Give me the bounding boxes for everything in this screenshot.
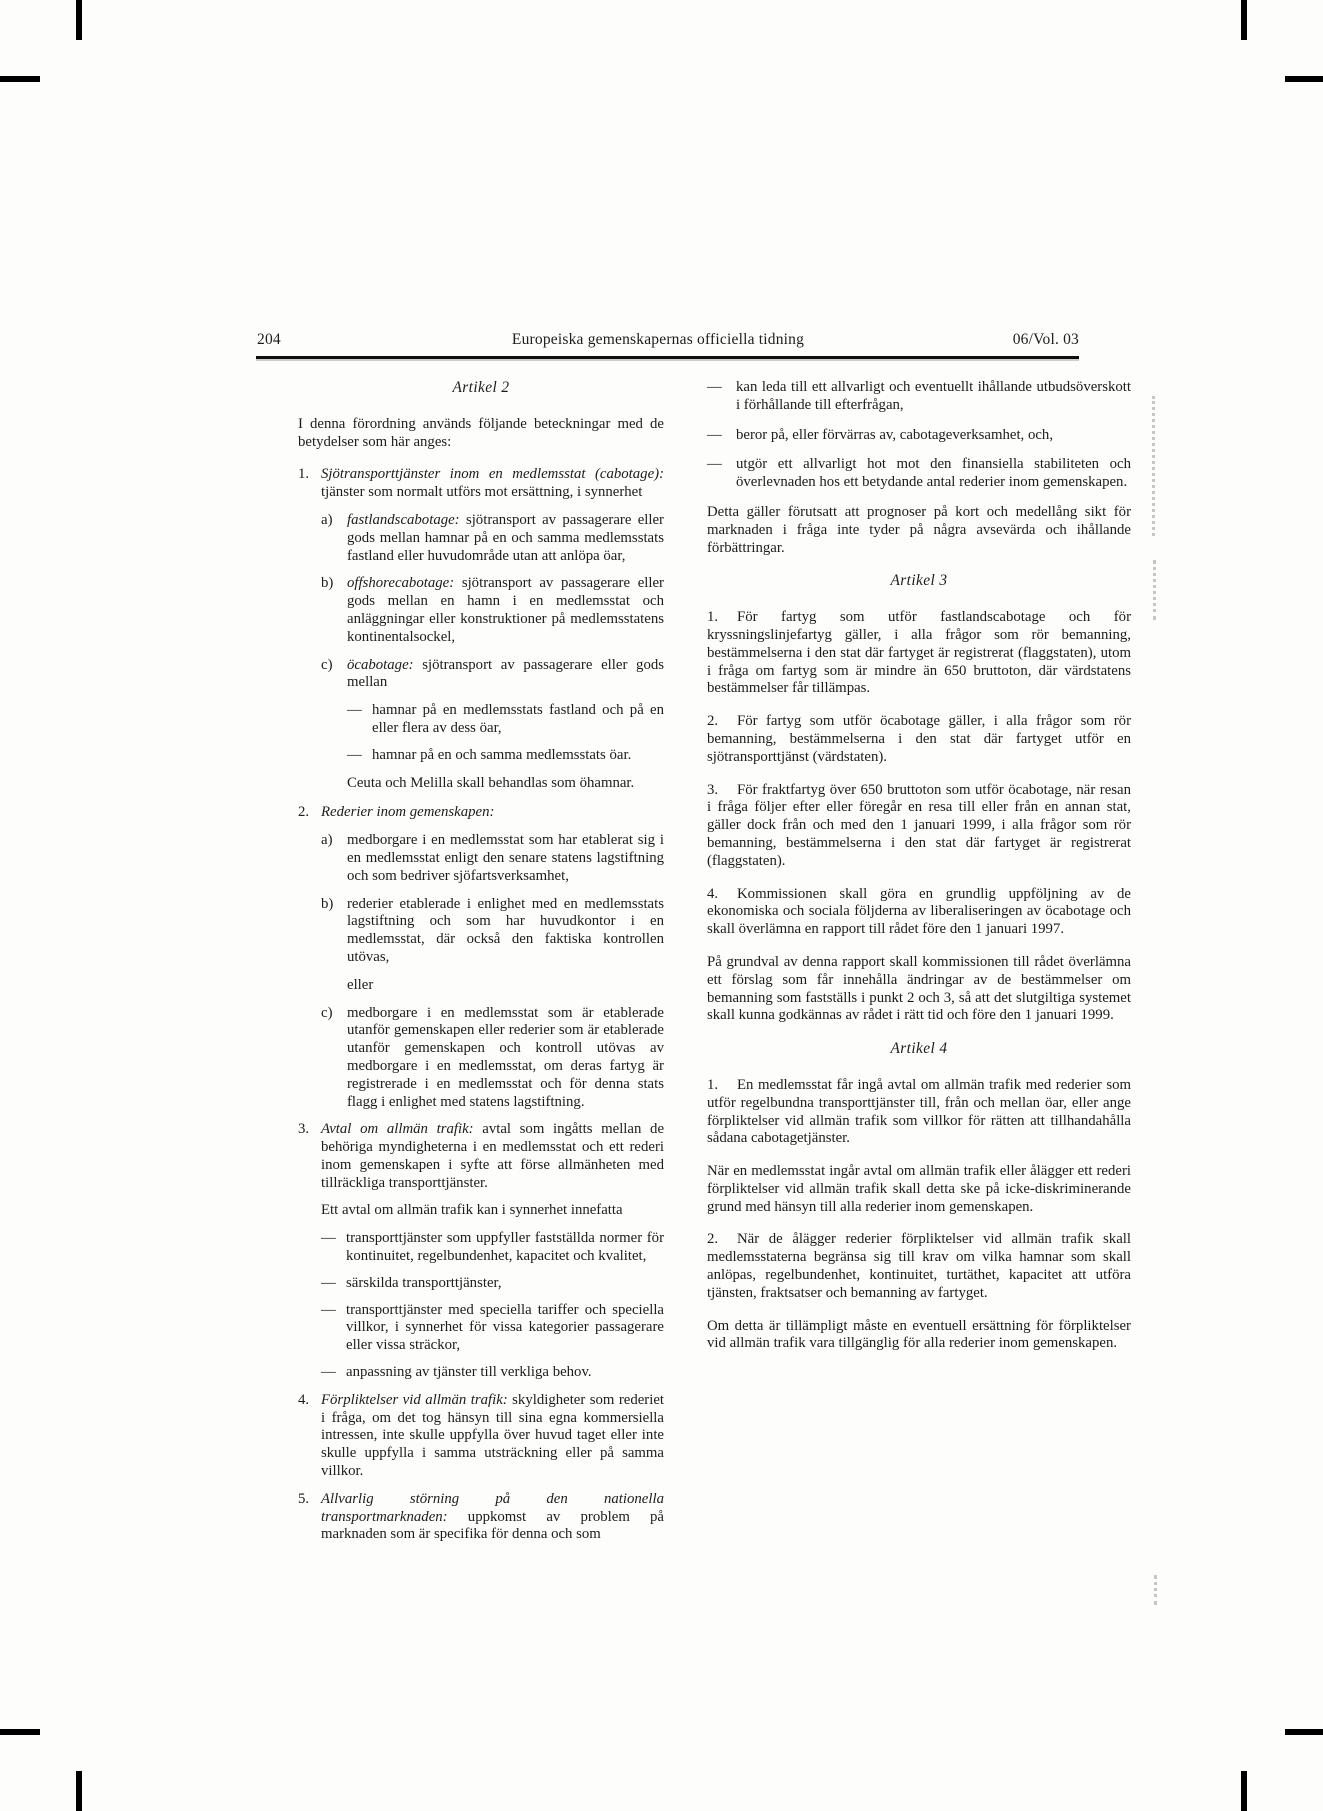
article-2-heading: Artikel 2 xyxy=(452,379,510,396)
item-marker: 3. xyxy=(298,1121,310,1138)
numbered-paragraph xyxy=(707,713,1131,766)
dash-text: transporttjänster som uppfyller fastställda normer för kontinuitet, regelbundenhet, kapacitet och kvalitet, xyxy=(346,1230,664,1265)
item-marker: a) xyxy=(321,832,333,849)
scan-artifact-dots xyxy=(1154,1575,1157,1605)
dash-marker: — xyxy=(321,1274,336,1291)
defined-term: Rederier inom gemenskapen: xyxy=(321,804,495,821)
crop-mark-bottom-right-horizontal xyxy=(1285,1729,1323,1735)
item-marker: 1. xyxy=(298,466,310,483)
paragraph: Om detta är tillämpligt måste en eventuell ersättning för förpliktelser vid allmän trafik vara tillgänglig för alla rederier inom gemenskapen. xyxy=(707,1317,1131,1352)
crop-mark-bottom-left-horizontal xyxy=(0,1729,40,1735)
paragraph: Ett avtal om allmän trafik kan i synnerhet innefatta xyxy=(321,1202,623,1219)
item-marker: 2. xyxy=(298,804,310,821)
definition-body: sjötransport av passagerare eller gods mellan xyxy=(347,656,664,691)
dash-text: hamnar på en och samma medlemsstats öar. xyxy=(372,746,632,763)
item-marker: 4. xyxy=(298,1391,310,1408)
item-marker: b) xyxy=(321,575,334,592)
definition-item-5 xyxy=(298,1491,664,1544)
numbered-paragraph xyxy=(707,886,1131,939)
item-marker: c) xyxy=(321,1004,333,1021)
dash-text: hamnar på en medlemsstats fastland och på en eller flera av dess öar, xyxy=(372,702,664,736)
defined-term: Allvarlig störning på den nationella transportmarknaden: xyxy=(321,1490,664,1525)
sub-item-c xyxy=(321,657,664,765)
dash-text: transporttjänster med speciella tariffer och speciella villkor, i synnerhet för vissa kategorier passagerare eller vissa sträckor, xyxy=(346,1301,664,1354)
paragraph-text: När de ålägger rederier förpliktelser vid allmän trafik skall medlemsstaterna begränsa sig till krav om vilka hamnar som skall anlöpas, regelbundenhet, kontinuitet, turtäthet, kapacitet att utföra tjänsten, fraktsatser och bemanning av fartyget. xyxy=(707,1231,1131,1301)
connector-word: eller xyxy=(347,976,374,993)
sub-item-a xyxy=(321,512,664,565)
dash-item xyxy=(321,1275,664,1293)
scan-artifact-dots xyxy=(1152,396,1155,536)
dash-item xyxy=(347,702,664,738)
defined-term: fastlandscabotage: xyxy=(347,511,460,528)
numbered-paragraph xyxy=(707,609,1131,698)
dash-item xyxy=(707,379,1131,415)
definition-text xyxy=(321,1121,664,1192)
sub-item-b xyxy=(321,575,664,646)
journal-title: Europeiska gemenskapernas officiella tidning xyxy=(511,331,805,348)
definition-body: medborgare i en medlemsstat som är etablerade utanför gemenskapen eller rederier som är etablerade utanför gemenskapen och kontroll utövas av medborgare i en medlemsstat, om deras fartyg är registrerade i en medlemsstat och för denna stats flagg i enlighet med statens lagstiftning. xyxy=(347,1004,664,1110)
definition-item-3 xyxy=(298,1121,664,1382)
crop-mark-bottom-left-vertical xyxy=(76,1771,82,1811)
paragraph-text: En medlemsstat får ingå avtal om allmän trafik med rederier som utför regelbundna transporttjänster till, från och mellan öar, eller ange förpliktelser vid allmän trafik som villkor för rätten att tillhandahålla sådana cabotagetjänster. xyxy=(707,1076,1131,1147)
article-2-intro: I denna förordning används följande beteckningar med de betydelser som här anges: xyxy=(298,415,664,450)
paragraph-text: För fraktfartyg över 650 bruttoton som utför öcabotage, när resan i fråga följer efter eller föregår en resa till eller från en annan stat, gäller dock från och med den 1 januari 1999, i alla frågor som rör bemanning, bestämmelserna i den stat där fartyget är registrerat (flaggstaten). xyxy=(707,781,1131,869)
numbered-paragraph xyxy=(707,1077,1131,1148)
dash-item xyxy=(321,1230,664,1266)
definition-body: medborgare i en medlemsstat som har etablerat sig i en medlemsstat enligt den senare statens lagstiftning och som bedriver sjöfartsverksamhet, xyxy=(347,832,664,884)
dash-marker: — xyxy=(321,1301,336,1318)
numbered-paragraph xyxy=(707,1231,1131,1302)
definition-text xyxy=(321,466,664,502)
crop-mark-top-left-horizontal xyxy=(0,76,40,82)
numbered-paragraph xyxy=(707,782,1131,871)
dash-item xyxy=(321,1302,664,1355)
dash-text: särskilda transporttjänster, xyxy=(346,1274,502,1291)
note-paragraph: Ceuta och Melilla skall behandlas som öhamnar. xyxy=(347,774,635,791)
paragraph-number: 2. xyxy=(707,713,719,730)
sub-item-c xyxy=(321,1005,664,1112)
item-marker: c) xyxy=(321,656,333,673)
definition-body: tjänster som normalt utförs mot ersättning, i synnerhet xyxy=(321,484,643,501)
paragraph-text: För fartyg som utför öcabotage gäller, i alla frågor som rör bemanning, bestämmelserna i den stat där fartyget utför en sjötransporttjänst (värdstaten). xyxy=(707,713,1131,765)
dash-text: beror på, eller förvärras av, cabotageverksamhet, och, xyxy=(736,426,1054,443)
definition-body: sjötransport av passagerare eller gods mellan hamnar på en och samma medlemsstats fastland eller huvudområde utan att anlöpa öar, xyxy=(347,511,664,564)
dash-item xyxy=(347,747,664,765)
crop-mark-bottom-right-vertical xyxy=(1241,1771,1247,1811)
sub-item-b xyxy=(321,896,664,967)
dash-marker: — xyxy=(707,379,722,395)
dash-text: kan leda till ett allvarligt och eventuellt ihållande utbudsöverskott i förhållande till efterfrågan, xyxy=(736,379,1131,413)
crop-mark-top-left-vertical xyxy=(76,0,82,40)
paragraph-number: 4. xyxy=(707,885,719,902)
right-column xyxy=(707,379,1131,1363)
article-3-heading: Artikel 3 xyxy=(890,572,948,590)
definition-item-2 xyxy=(298,804,664,1111)
defined-term: offshorecabotage: xyxy=(347,575,455,592)
paragraph-number: 1. xyxy=(707,1076,719,1093)
page-header xyxy=(257,331,1079,349)
paragraph-number: 2. xyxy=(707,1231,719,1248)
header-rule xyxy=(256,356,1079,359)
page-number: 204 xyxy=(257,331,281,348)
volume-label: 06/Vol. 03 xyxy=(1012,331,1079,348)
dash-marker: — xyxy=(707,426,722,443)
paragraph: Detta gäller förutsatt att prognoser på kort och medellång sikt för marknaden i fråga inte tyder på några avsevärda och ihållande förbättringar. xyxy=(707,503,1131,556)
defined-term: Sjötransporttjänster inom en medlemsstat (cabotage): xyxy=(321,466,664,483)
defined-term: Förpliktelser vid allmän trafik: xyxy=(321,1391,508,1408)
definition-item-1 xyxy=(298,466,664,792)
defined-term: öcabotage: xyxy=(347,656,414,673)
crop-mark-top-right-horizontal xyxy=(1285,76,1323,82)
definition-body: sjötransport av passagerare eller gods mellan en hamn i en medlemsstat och anläggningar eller konstruktioner på medlemsstatens kontinentalsockel, xyxy=(347,575,664,645)
dash-item xyxy=(707,427,1131,445)
dash-text: anpassning av tjänster till verkliga behov. xyxy=(346,1364,592,1381)
paragraph-text: För fartyg som utför fastlandscabotage och för kryssningslinjefartyg gäller, i alla frågor som rör bemanning, bestämmelserna i den stat där fartyget är registrerat (flaggstaten), utom i fråga om fartyg som är mindre än 650 bruttoton, där värdstatens bestämmelser får tillämpas. xyxy=(707,609,1131,697)
dash-marker: — xyxy=(347,702,362,719)
item-marker: a) xyxy=(321,511,333,528)
sub-item-a xyxy=(321,832,664,885)
left-column xyxy=(298,379,664,1554)
paragraph-text: Kommissionen skall göra en grundlig uppföljning av de ekonomiska och sociala följderna av liberaliseringen av öcabotage och skall överlämna en rapport till rådet före den 1 januari 1997. xyxy=(707,885,1131,938)
dash-marker: — xyxy=(707,456,722,473)
paragraph-number: 1. xyxy=(707,609,719,626)
definition-body: avtal som ingåtts mellan de behöriga myndigheterna i en medlemsstat och ett rederi inom gemenskapen i syfte att förse allmänheten med tillräckliga transporttjänster. xyxy=(321,1121,665,1191)
paragraph: På grundval av denna rapport skall kommissionen till rådet överlämna ett förslag som får innehålla ändringar av de bestämmelser om bemanning som fastställs i punkt 2 och 3, så att det slutgiltiga systemet skall kunna godkännas av rådet i rätt tid och före den 1 januari 1999. xyxy=(707,953,1131,1024)
paragraph-number: 3. xyxy=(707,781,719,798)
item-marker: 5. xyxy=(298,1490,310,1507)
dash-item xyxy=(707,456,1131,492)
paragraph: När en medlemsstat ingår avtal om allmän trafik eller ålägger ett rederi förpliktelser vid allmän trafik skall detta ske på icke-diskriminerande grund med hänsyn till alla rederier inom gemenskapen. xyxy=(707,1163,1131,1215)
dash-item xyxy=(321,1364,664,1382)
definition-body: rederier etablerade i enlighet med en medlemsstats lagstiftning och som har huvudkontor i en medlemsstat, där också den faktiska kontrollen utövas, xyxy=(347,895,664,965)
defined-term: Avtal om allmän trafik: xyxy=(321,1121,474,1138)
dash-marker: — xyxy=(321,1230,336,1247)
definition-text xyxy=(347,657,664,693)
article-4-heading: Artikel 4 xyxy=(890,1040,948,1058)
dash-marker: — xyxy=(347,746,362,763)
definition-text xyxy=(321,804,664,822)
crop-mark-top-right-vertical xyxy=(1241,0,1247,40)
item-marker: b) xyxy=(321,895,334,912)
definition-body: uppkomst av problem på marknaden som är specifika för denna och som xyxy=(321,1508,664,1543)
dash-text: utgör ett allvarligt hot mot den finansiella stabiliteten och överlevnaden hos ett betydande antal rederier inom gemenskapen. xyxy=(736,456,1131,491)
scan-artifact-dots xyxy=(1153,560,1156,620)
definition-item-4 xyxy=(298,1392,664,1481)
definition-body: skyldigheter som rederiet i fråga, om det tog hänsyn till sina egna kommersiella intressen, inte skulle uppfylla över huvud taget eller inte skulle uppfylla i samma utsträckning eller på samma villkor. xyxy=(321,1391,665,1480)
dash-marker: — xyxy=(321,1364,336,1381)
